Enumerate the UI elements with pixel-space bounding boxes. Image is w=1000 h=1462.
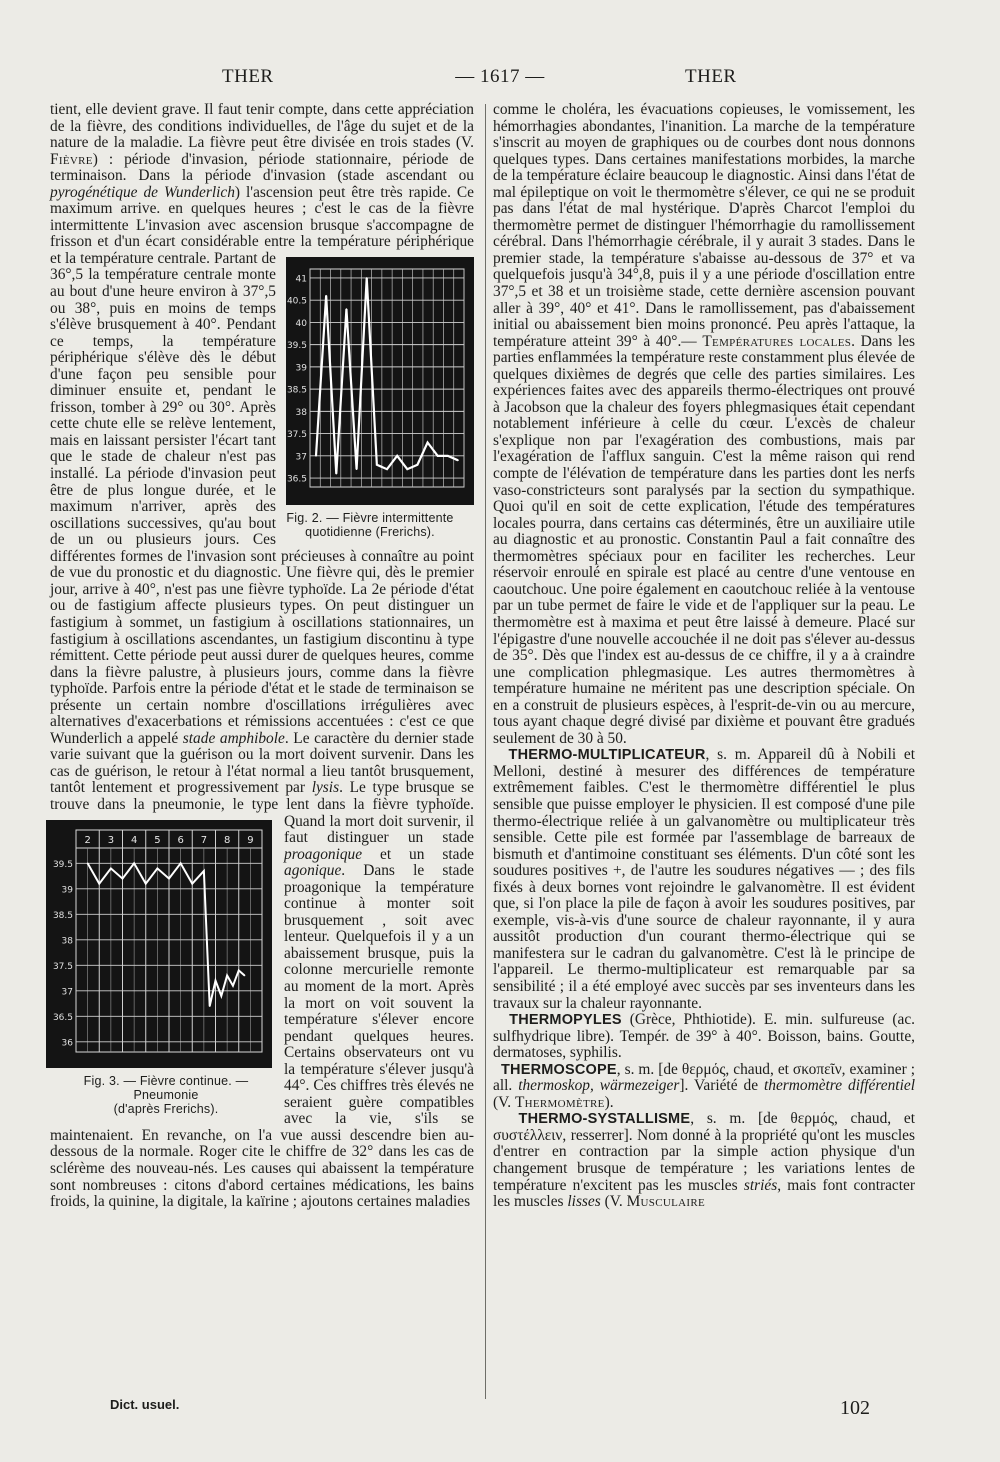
figure-2-data-point (346, 308, 348, 310)
figure-3-y-tick-label: 38 (61, 935, 73, 946)
left-text-e2: faut distinguer un stade (284, 829, 474, 847)
figure-3-y-tick-label: 38.5 (52, 910, 73, 921)
figure-3-x-tick-label: 5 (154, 834, 161, 846)
figure-3-data-point (209, 1005, 211, 1007)
figure-2-data-point (376, 464, 378, 466)
figure-3-x-tick-label: 7 (200, 834, 208, 846)
entry-thermo-systallisme: THERMO-SYSTALLISME, s. m. [de θερμός, chaud, et συστέλλειν, resserrer]. Nom donné à la propriété qu'ont les muscles d'entrer en contraction par la simple action physique d'un changement brusque de température ; les variations lentes de température n'excitent pas les muscles striés, mais font contracter les muscles lisses (V. Musculaire (493, 1110, 915, 1211)
figure-3-y-tick-label: 36 (61, 1037, 73, 1048)
left-text-c1: ) l'ascension peut être très rapide. Ce maximum arrive. en quelques heures ; c'est le cas de la fièvre intermittente L'invasion avec ascension brusque s'accompagne de frisson et d'un écart considérable entre (50, 183, 474, 251)
figure-2-caption-line-2: quotidienne (Frerichs). (305, 524, 435, 539)
figure-2-caption (266, 511, 474, 539)
figure-3-data-point (215, 979, 217, 981)
figure-3-x-tick-label: 6 (177, 834, 184, 846)
figure-2-data-point (406, 468, 408, 470)
entry-thermo-multiplicateur: THERMO-MULTIPLICATEUR, s. m. Appareil dû à Nobili et Melloni, destiné à mesurer des différences de température extrêmement faibles. C'est le thermomètre différentiel le plus sensible que puisse employer le physicien. Il est composé d'une pile thermo-électrique reliée à un galvanomètre ou multiplicateur très sensible. Cette pile est formée par l'assemblage de barreaux de bismuth et d'antimoine constituant ses éléments. D'un côté sont les soudures positives +, de l'autre les soudures négatives — ; des fils fixés à deux bornes vont rejoindre le galvanomètre. Il est évident que, si l'on place la pile de façon à avoir les soudures positives, par exemple, vis-à-vis d'une source de chaleur rayonnante, il y aura aussitôt production d'un courant thermo-électrique qui se manifestera sur le cadran du galvanomètre. C'est là le principe de l'appareil. Le thermo-multiplicateur est remarquable par sa sensibilité ; il a été employé avec succès par ses inventeurs dans les travaux sur la chaleur rayonnante. (493, 746, 915, 1012)
figure-2-data-point (447, 455, 449, 457)
figure-3-y-tick-label: 39 (61, 884, 73, 895)
figure-2-plot-frame (310, 269, 464, 487)
figure-2-data-point (417, 464, 419, 466)
figure-3-data-point (226, 974, 228, 976)
footer-left: Dict. usuel. (110, 1397, 180, 1412)
figure-3-data-point (244, 974, 246, 976)
figure-2-data-point (396, 455, 398, 457)
figure-3-x-tick-label: 8 (223, 834, 231, 846)
figure-3-data-point (110, 867, 112, 869)
left-text-c2: la température périphérique et la température centrale. Partant de 36°,5 la température centrale monte au bout d'une heure environ à 37°,5 ou 38°, puis en moins de temps s'élève brusquement à 40°. Pendant ce temps, la température périphérique s'élève dès le début d'une façon peu sensible pour diminuer ensuite et, pendant le frisson, tomber à 29° ou 30°. Après cette chute elle se relève lentement, mais en laissant persister l'écart tant que le stade de chaleur n'est pas installé. La période d'invasion peut être de plus longue durée, et le maximum n'arriver, après des oscillations successives, qu'au bout de un ou plusieurs jours. Ces différentes formes de l'invasion sont précieuses à connaître au point de vue du pronostic et du diagnostic. Une fièvre qui, dès le premier jour, arrive à 40°, n'est pas une fièvre typhoïde. La 2e période d'état ou de fastigium affecte plusieurs types. On peut distinguer un fastigium à sommet, un fastigium à oscillations stationnaires, un fastigium à oscillations ascendantes, un fastigium discontinu à type rémittent. Cette période peut aussi durer de quelques heures, comme dans la fièvre palustre, à plusieurs jours, comme dans la fièvre typhoïde. Parfois entre la période d'état et le stade de terminaison se présente un certain nombre d'oscillations irrégulières avec alternatives d'exacerbations et rémissions accentuées : c'est ce que Wunderlich a appelé (50, 233, 474, 747)
figure-2-data-point (457, 459, 459, 461)
entry-thermoscope: THERMOSCOPE, s. m. [de θερμός, chaud, et σκοπεῖν, examiner ; all. thermoskop, wärmezeiger]. Variété de thermomètre différentiel (V. Thermomètre). (493, 1060, 915, 1111)
figure-3-data-point (191, 882, 193, 884)
figure-3-data-point (145, 882, 147, 884)
figure-3-caption-line-1: Fig. 3. — Fièvre continue. — Pneumonie (83, 1073, 249, 1102)
figure-2-y-tick-label: 41 (295, 274, 307, 285)
right-column (493, 102, 915, 1211)
figure-2-caption-line-1: Fig. 2. — Fièvre intermittente (286, 510, 454, 525)
figure-3-data-point (168, 877, 170, 879)
figure-3-data-point (221, 995, 223, 997)
left-text-e1: . Le type brusque se trouve dans la pneumonie, le type lent dans la fièvre typhoïde. Quand la mort doit survenir, il (50, 779, 474, 830)
figure-2-y-tick-label: 40.5 (286, 296, 307, 307)
figure-3-data-point (98, 882, 100, 884)
figure-3-y-tick-label: 37.5 (52, 961, 73, 972)
running-head-right: THER (685, 66, 737, 87)
figure-2 (286, 257, 474, 539)
figure-3-caption (50, 1074, 282, 1116)
figure-3-data-point (203, 870, 205, 872)
figure-3-x-tick-label: 4 (130, 834, 138, 846)
figure-2-y-tick-label: 38 (295, 407, 307, 418)
figure-3-caption-line-2: (d'après Frerichs). (113, 1101, 219, 1116)
figure-2-data-point (437, 455, 439, 457)
figure-3-data-point (238, 969, 240, 971)
figure-3-x-tick-label: 9 (247, 834, 254, 846)
left-paragraph: tient, elle devient grave. Il faut tenir compte, dans cette appréciation de la fièvre, des conditions individuelles, de l'âge du sujet et de la nature de la maladie. La fièvre peut être divisée en trois stades (V. Fièvre) : période d'invasion, période stationnaire, période de terminaison. Dans la période d'invasion (stade ascendant ou pyrogénétique de Wunderlich) l'ascension peut être très rapide. Ce maximum arrive. en quelques heures ; c'est le cas de la fièvre intermittente L'invasion avec ascension brusque s'accompagne de frisson et d'un écart considérable entre 41 40.5 40 39.5 39 38.5 38 37.5 37 36.5 Fig. 2. — Fièvre intermittente quotidienne (Frerichs). la température périphérique et la température centrale. Partant de 36°,5 la température centrale monte au bout d'une heure environ à 37°,5 ou 38°, puis en moins de temps s'élève brusquement à 40°. Pendant ce temps, la température périphérique s'élève dès le début d'une façon peu sensible pour diminuer ensuite et, pendant le frisson, tomber à 29° ou 30°. Après cette chute elle se relève lentement, mais en laissant persister l'écart tant que le stade de chaleur n'est pas installé. La période d'invasion peut être de plus longue durée, et le maximum n'arriver, après des oscillations successives, qu'au bout de un ou plusieurs jours. Ces différentes formes de l'invasion sont précieuses à connaître au point de vue du pronostic et du diagnostic. Une fièvre qui, dès le premier jour, arrive à 40°, n'est pas une fièvre typhoïde. La 2e période d'état ou de fastigium affecte plusieurs types. On peut distinguer un fastigium à sommet, un fastigium à oscillations stationnaires, un fastigium à oscillations ascendantes, un fastigium discontinu à type rémittent. Cette période peut aussi durer de quelques heures, comme dans la fièvre palustre, à plusieurs jours, comme dans la fièvre typhoïde. Parfois entre la période d'état et le stade de terminaison se présente un certain nombre d'oscillations irrégulières avec alternatives d'exacerbations et rémissions accentuées : c'est ce que Wunderlich a appelé stade amphibole. Le caractère du dernier stade varie suivant que la guérison ou la mort doivent survenir. Dans les cas de guérison, le retour à l'état normal a lieu tantôt brusquement, tantôt lentement et progressivement par lysis. Le type brusque se trouve dans la pneumonie, le type lent dans la fièvre typhoïde. Quand la mort doit survenir, il 2 3 4 5 6 7 8 9 39.5 39 38.5 38 37.5 37 36.5 36 Fig. 3. — Fièvre continue. — Pneumonie (d'après Frerichs). faut distinguer un stade proagonique et un stade agonique. Dans le stade proagonique la température continue à monter soit brusquement , soit avec lenteur. Quelquefois il y a un abaissement brusque, puis la colonne mercurielle remonte au moment de la mort. Après la mort on voit souvent la température s'élever encore pendant quelques heures. Certains observateurs ont vu la température s'élever jusqu'à 44°. Ces chiffres très élevés ne seraient guère compatibles avec la vie, s'ils se maintenaient. En revanche, on l'a vue aussi descendre bien au-dessous de la normale. Roger cite le chiffre de 32° dans les cas de sclérème des nouveau-nés. Les causes qui abaissent la température sont nombreuses : citons d'abord certaines médications, les bains froids, la quinine, la digitale, la kaïrine ; ajoutons certaines maladies (50, 102, 474, 1211)
figure-2-y-tick-label: 39.5 (286, 341, 307, 352)
figure-3-y-tick-label: 36.5 (52, 1012, 73, 1023)
page-number-header: — 1617 — (455, 66, 545, 87)
running-head-left: THER (222, 66, 274, 87)
figure-3-y-tick-label: 39.5 (52, 859, 73, 870)
figure-3-data-point (87, 862, 89, 864)
figure-3-x-tick-label: 3 (107, 834, 115, 846)
figure-2-data-point (356, 468, 358, 470)
figure-2-data-point (427, 442, 429, 444)
entry-thermopyles: THERMOPYLES (Grèce, Phthiotide). E. min. sulfureuse (ac. sulfhydrique libre). Tempér. de 39° à 40°. Boisson, bains. Goutte, dermatoses, syphilis. (493, 1011, 915, 1062)
figure-2-data-point (325, 295, 327, 297)
figure-2-y-tick-label: 37.5 (286, 430, 307, 441)
figure-3-data-point (157, 867, 159, 869)
figure-2-series-line (316, 278, 458, 474)
figure-3-data-point (133, 862, 135, 864)
figure-2-y-tick-label: 37 (295, 452, 307, 463)
figure-3-chart (46, 820, 272, 1068)
figure-2-y-tick-label: 40 (295, 318, 307, 329)
figure-3-data-point (180, 862, 182, 864)
figure-3-data-point (122, 877, 124, 879)
left-column (50, 102, 474, 1211)
figure-2-data-point (386, 468, 388, 470)
figure-2-y-tick-label: 36.5 (286, 474, 307, 485)
figure-3 (46, 820, 272, 1116)
figure-3-y-tick-label: 37 (61, 986, 73, 997)
figure-2-data-point (335, 473, 337, 475)
column-divider (485, 104, 486, 1399)
footer-page-number: 102 (840, 1397, 870, 1419)
figure-2-data-point (366, 277, 368, 279)
figure-2-data-point (315, 455, 317, 457)
figure-3-x-tick-label: 2 (84, 834, 91, 846)
figure-3-data-point (232, 984, 234, 986)
figure-2-y-tick-label: 38.5 (286, 385, 307, 396)
figure-2-chart (286, 257, 474, 505)
figure-2-y-tick-label: 39 (295, 363, 307, 374)
right-paragraph-1: comme le choléra, les évacuations copieuses, le vomissement, les hémorrhagies abondantes, l'inanition. La marche de la température s'inscrit au moyen de graphiques ou de courbes dont nous donnons quelques types. Dans certaines manifestations morbides, la marche de la température éclaire beaucoup le diagnostic. Ainsi dans l'état de mal épileptique on voit le thermomètre s'élever, ce qui ne se produit pas dans l'état de mal hystérique. D'après Charcot l'emploi du thermomètre permet de distinguer l'hémorrhagie du ramollissement cérébral. Dans l'hémorrhagie cérébrale, il y aurait 3 stades. Dans le premier stade, la température s'abaisse au-dessous de 37° et va quelquefois jusqu'à 34°,8, puis il y a une période d'oscillation entre 37°,5 et 38 et un troisième stade, cette dernière ascension pouvant aller à 39°, 40° et 41°. Dans le ramollissement, pas d'abaissement initial ou abaissement bien moins prononcé. Peu après l'attaque, la température atteint 39° à 40°.— Températures locales. Dans les parties enflammées la température reste constamment plus élevée de quelques dixièmes de degrés que celle des parties similaires. Les expériences faites avec des appareils thermo-électriques ont prouvé à Jacobson que la chaleur des foyers phlegmasiques était cependant notablement inférieure à celle du cœur. L'excès de chaleur s'explique non par l'exagération des combustions, mais par l'exagération de l'afflux sanguin. C'est la même raison qui rend compte de l'élévation de température dans les parties dont les nerfs vaso-constricteurs sont paralysés par la section du sympathique. Quoi qu'il en soit de cette explication, l'étude des températures locales pourra, dans certains cas déterminés, être un auxiliaire utile au diagnostic et au pronostic. Constantin Paul a fait connaître des thermomètres spéciaux pour en faciliter les recherches. Leur réservoir enroulé en spirale est placé au centre d'une ventouse en caoutchouc. Une poire également en caoutchouc reliée à la ventouse par un tube permet de faire le vide et de l'appliquer sur la peau. Le thermomètre est à maxima et peut être laissé à demeure. Placé sur l'épigastre d'une nouvelle accouchée il ne doit pas s'élever au-dessus de 35°. Dès que l'index est au-dessus de ce chiffre, il y a à craindre une complication phlegmasique. Les autres thermomètres à température humaine ne méritent pas une description spéciale. On en a construit de plusieurs espèces, à l'esprit-de-vin ou au mercure, tous ayant chaque degré divisé par dixième et pouvant être gradués seulement de 30 à 50. (493, 101, 915, 747)
